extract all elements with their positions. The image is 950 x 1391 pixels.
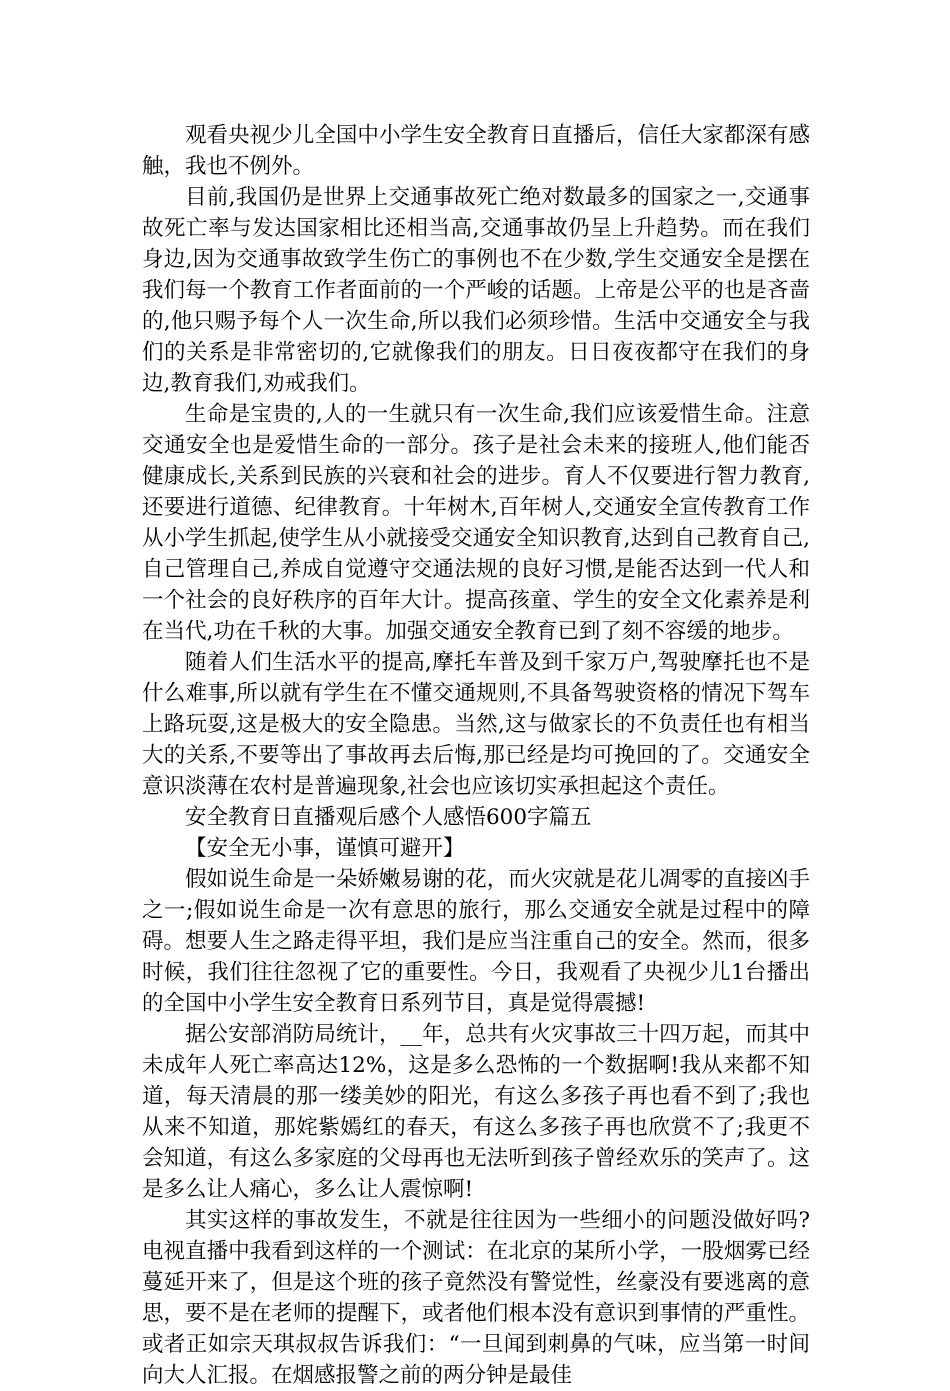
paragraph-intro: 观看央视少儿全国中小学生安全教育日直播后，信任大家都深有感触，我也不例外。 [142, 123, 810, 179]
section-subtitle: 【安全无小事，谨慎可避开】 [185, 836, 465, 861]
paragraph-fire-safety: 假如说生命是一朵娇嫩易谢的花，而火灾就是花儿凋零的直接凶手之一;假如说生命是一次有意思的旅行，那么交通安全就是过程中的障碍。想要人生之路走得平坦，我们是应当注重自己的安全。然而，很多时候，我们往往忽视了它的重要性。今日，我观看了央视少儿1台播出的全国中小学生安全教育日系列节目，真是觉得震撼! [142, 867, 810, 1016]
paragraph-statistics: 据公安部消防局统计，__年，总共有火灾事故三十四万起，而其中未成年人死亡率高达12%，这是多么恐怖的一个数据啊!我从来都不知道，每天清晨的那一缕美妙的阳光，有这么多孩子再也看不到了;我也从来不知道，那姹紫嫣红的春天，有这么多孩子再也欣赏不了;我更不会知道，有这么多家庭的父母再也无法听到孩子曾经欢乐的笑声了。这是多么让人痛心，多么让人震惊啊! [142, 1022, 810, 1202]
paragraph-cherish-life: 生命是宝贵的,人的一生就只有一次生命,我们应该爱惜生命。注意交通安全也是爱惜生命的一部分。孩子是社会未来的接班人,他们能否健康成长,关系到民族的兴衰和社会的进步。育人不仅要进行智力教育,还要进行道德、纪律教育。十年树木,百年树人,交通安全宣传教育工作从小学生抓起,使学生从小就接受交通安全知识教育,达到自己教育自己,自己管理自己,养成自觉遵守交通法规的良好习惯,是能否达到一代人和一个社会的良好秩序的百年大计。提高孩童、学生的安全文化素养是利在当代,功在千秋的大事。加强交通安全教育已到了刻不容缓的地步。 [142, 402, 810, 644]
paragraph-motorcycle: 随着人们生活水平的提高,摩托车普及到千家万户,驾驶摩托也不是什么难事,所以就有学生在不懂交通规则,不具备驾驶资格的情况下驾车上路玩耍,这是极大的安全隐患。当然,这与做家长的不负责任也有相当大的关系,不要等出了事故再去后悔,那已经是均可挽回的了。交通安全意识淡薄在农村是普遍现象,社会也应该切实承担起这个责任。 [142, 650, 810, 799]
paragraph-traffic-status: 目前,我国仍是世界上交通事故死亡绝对数最多的国家之一,交通事故死亡率与发达国家相比还相当高,交通事故仍呈上升趋势。而在我们身边,因为交通事故致学生伤亡的事例也不在少数,学生交通安全是摆在我们每一个教育工作者面前的一个严峻的话题。上帝是公平的也是吝啬的,他只赐予每个人一次生命,所以我们必须珍惜。生活中交通安全与我们的关系是非常密切的,它就像我们的朋友。日日夜夜都守在我们的身边,教育我们,劝戒我们。 [142, 185, 810, 396]
section-title: 安全教育日直播观后感个人感悟600字篇五 [185, 805, 592, 830]
document-page [142, 120, 810, 1391]
paragraph-smoke-test: 其实这样的事故发生，不就是往往因为一些细小的问题没做好吗?电视直播中我看到这样的一个测试：在北京的某所小学，一股烟雾已经蔓延开来了，但是这个班的孩子竟然没有警觉性，丝豪没有要逃离的意思，要不是在老师的提醒下，或者他们根本没有意识到事情的严重性。或者正如宗天琪叔叔告诉我们：“一旦闻到刺鼻的气味，应当第一时间向大人汇报。在烟感报警之前的两分钟是最佳 [142, 1208, 810, 1388]
